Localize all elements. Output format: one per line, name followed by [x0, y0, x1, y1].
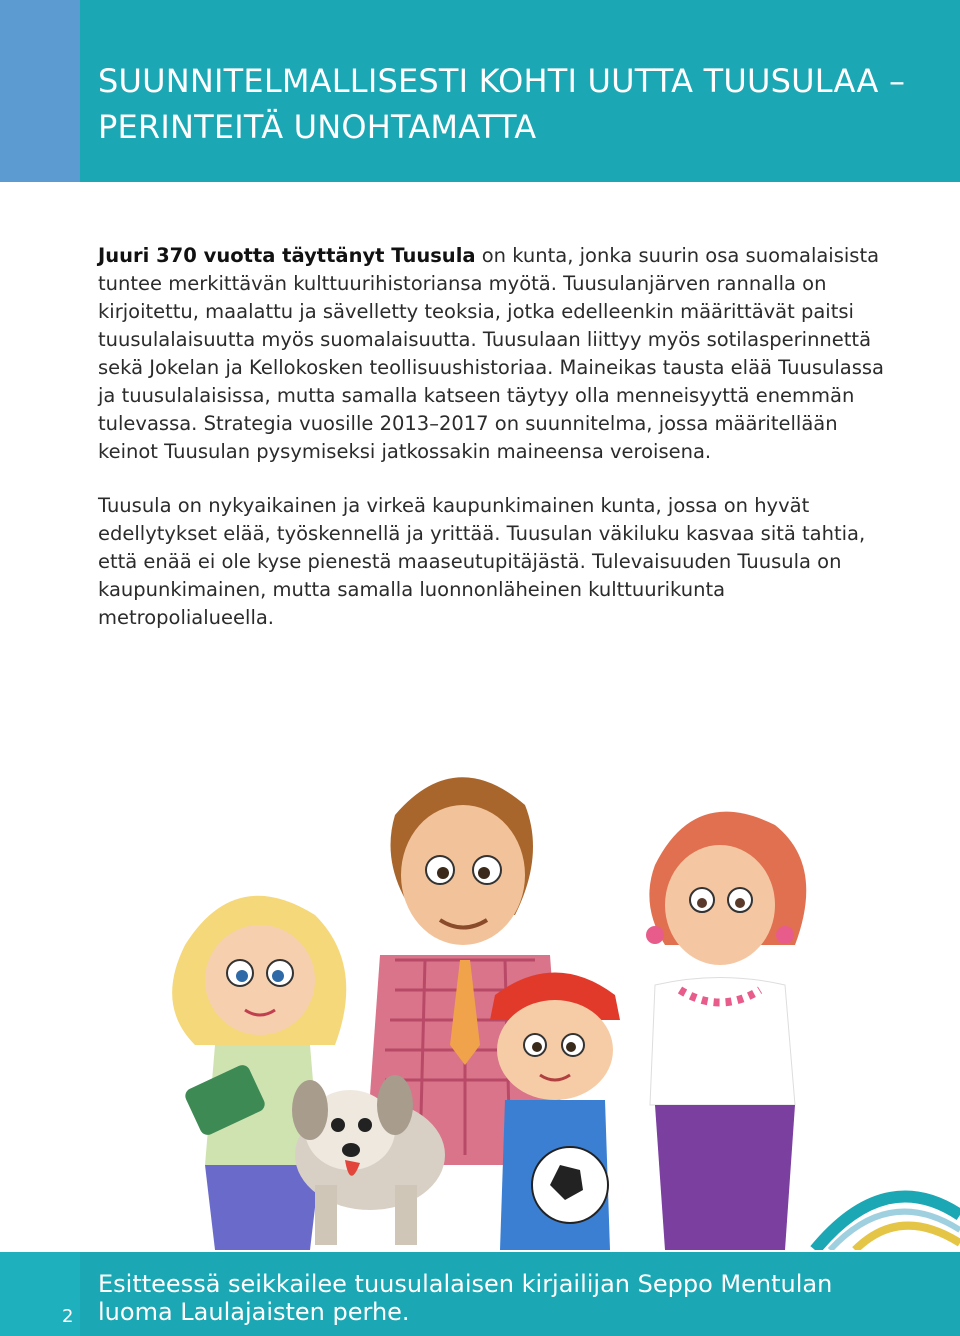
- paragraph-2: Tuusula on nykyaikainen ja virkeä kaupunkimainen kunta, jossa on hyvät edellytykset elää, työskennellä ja yrittää. Tuusulan väkiluku kasvaa sitä tahtia, että enää ei ole kyse pienestä maaseutupitäjästä. Tulevaisuuden Tuusula on kaupunkimainen, mutta samalla luonnonläheinen kulttuurikunta metropolialueella.: [98, 494, 866, 629]
- page-title: [98, 58, 938, 150]
- page-number: 2: [62, 1306, 74, 1327]
- header-side-strip: [0, 0, 80, 182]
- mom-figure: [646, 812, 806, 1250]
- tuusula-logo-arcs: [815, 1196, 960, 1250]
- title-line-2: PERINTEITÄ UNOHTAMATTA: [98, 108, 537, 146]
- paragraph-1-lead: Juuri 370 vuotta täyttänyt Tuusula: [98, 244, 476, 267]
- family-illustration: [95, 745, 960, 1250]
- title-line-1: SUUNNITELMALLISESTI KOHTI UUTTA TUUSULAA –: [98, 62, 906, 100]
- paragraph-1: [98, 242, 888, 466]
- header-banner: [0, 0, 960, 182]
- footer-banner: [0, 1252, 960, 1336]
- boy-figure: [490, 973, 620, 1251]
- body-text: [98, 242, 888, 658]
- caption-line-2: luoma Laulajaisten perhe.: [98, 1298, 410, 1326]
- illustration-caption: [98, 1270, 938, 1326]
- caption-line-1: Esitteessä seikkailee tuusulalaisen kirjailijan Seppo Mentulan: [98, 1270, 833, 1298]
- paragraph-1-text: on kunta, jonka suurin osa suomalaisista tuntee merkittävän kulttuurihistoriansa myötä. Tuusulanjärven rannalla on kirjoitettu, maalattu ja sävelletty teoksia, jotka edelleenkin määrittävät paitsi tuusulalaisuutta myös suomalaisuutta. Tuusulaan liittyy myös sotilasperinnettä sekä Jokelan ja Kellokosken teollisuushistoriaa. Maineikas tausta elää Tuusulassa ja tuusulalaisissa, mutta samalla katseen täytyy olla menneisyyttä enemmän tulevassa. Strategia vuosille 2013–2017 on suunnitelma, jossa määritellään keinot Tuusulan pysymiseksi jatkossakin maineensa veroisena.: [98, 244, 885, 463]
